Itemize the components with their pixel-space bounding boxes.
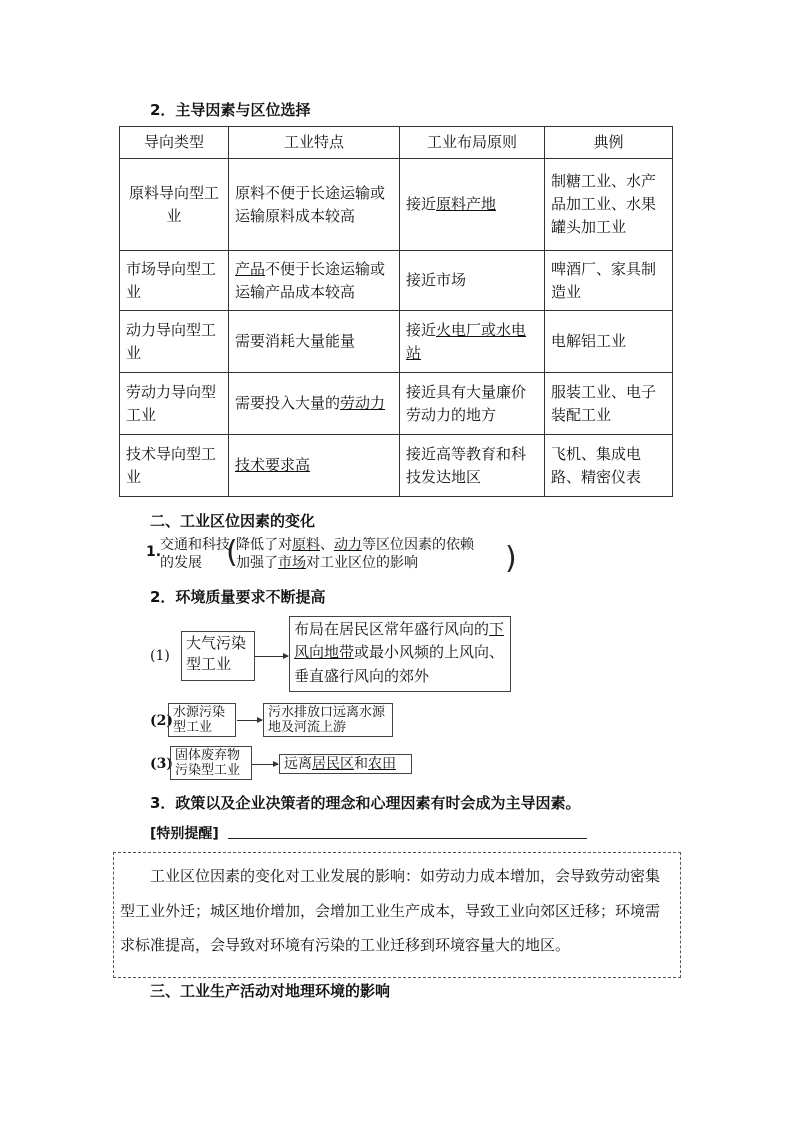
cell-principle: 接近具有大量廉价劳动力的地方 <box>400 373 545 435</box>
section2-title: 2．主导因素与区位选择 <box>150 101 311 119</box>
env-box-solid: 固体废弃物污染型工业 <box>170 746 252 780</box>
bracket-open-icon: ( <box>226 535 238 570</box>
cell-example: 服装工业、电子装配工业 <box>545 373 673 435</box>
cell-feature: 技术要求高 <box>229 435 400 497</box>
part3-title: 三、工业生产活动对地理环境的影响 <box>150 982 391 1000</box>
header-example: 典例 <box>545 127 673 159</box>
env-num-1: (1) <box>150 648 170 664</box>
env-text-air: 布局在居民区常年盛行风向的下风向地带或最小风频的上风向、垂直盛行风向的郊外 <box>289 616 511 692</box>
env-text-water: 污水排放口远离水源地及河流上游 <box>263 703 393 737</box>
cell-type: 劳动力导向型工业 <box>120 373 229 435</box>
item1-number: 1. <box>146 544 162 560</box>
cell-feature: 产品不便于长途运输或运输产品成本较高 <box>229 251 400 311</box>
tip-underline <box>228 838 587 839</box>
header-principle: 工业布局原则 <box>400 127 545 159</box>
item3-text: 3．政策以及企业决策者的理念和心理因素有时会成为主导因素。 <box>150 794 581 812</box>
cell-principle: 接近原料产地 <box>400 159 545 251</box>
table-row <box>120 251 673 311</box>
cell-feature: 需要消耗大量能量 <box>229 311 400 373</box>
tip-label: [特别提醒] <box>150 826 219 842</box>
cell-type: 市场导向型工业 <box>120 251 229 311</box>
header-type: 导向类型 <box>120 127 229 159</box>
table-row <box>120 435 673 497</box>
cell-example: 飞机、集成电路、精密仪表 <box>545 435 673 497</box>
table-row <box>120 159 673 251</box>
env-num-2: (2) <box>150 713 173 729</box>
item1-left: 交通和科技的发展 <box>160 537 230 571</box>
cell-feature: 原料不便于长途运输或运输原料成本较高 <box>229 159 400 251</box>
table-row <box>120 311 673 373</box>
cell-type: 动力导向型工业 <box>120 311 229 373</box>
cell-example: 啤酒厂、家具制造业 <box>545 251 673 311</box>
cell-example: 电解铝工业 <box>545 311 673 373</box>
table-row <box>120 373 673 435</box>
cell-principle: 接近高等教育和科技发达地区 <box>400 435 545 497</box>
arrow-icon <box>252 764 278 765</box>
item1-line2: 加强了市场对工业区位的影响 <box>236 555 418 571</box>
bracket-close-icon: ) <box>505 541 517 576</box>
env-box-water: 水源污染型工业 <box>168 703 236 737</box>
arrow-icon <box>237 720 262 721</box>
cell-type: 技术导向型工业 <box>120 435 229 497</box>
part2-title: 二、工业区位因素的变化 <box>150 512 316 530</box>
arrow-icon <box>255 656 288 657</box>
env-text-solid: 远离居民区和农田 <box>279 754 412 774</box>
tip-box: 工业区位因素的变化对工业发展的影响：如劳动力成本增加，会导致劳动密集型工业外迁；城区地价增加，会增加工业生产成本，导致工业向郊区迁移；环境需求标准提高，会导致对环境有污染的工业迁移到环境容量大的地区。 <box>113 852 681 978</box>
cell-principle: 接近市场 <box>400 251 545 311</box>
item1-line1: 降低了对原料、动力等区位因素的依赖 <box>236 537 474 553</box>
cell-feature: 需要投入大量的劳动力 <box>229 373 400 435</box>
item2-title: 2．环境质量要求不断提高 <box>150 588 326 606</box>
env-num-3: (3) <box>150 756 173 772</box>
header-feature: 工业特点 <box>229 127 400 159</box>
cell-example: 制糖工业、水产品加工业、水果罐头加工业 <box>545 159 673 251</box>
cell-principle: 接近火电厂或水电站 <box>400 311 545 373</box>
cell-type: 原料导向型工业 <box>120 159 229 251</box>
location-table <box>119 126 673 497</box>
table-header-row <box>120 127 673 159</box>
env-box-air: 大气污染型工业 <box>181 631 255 681</box>
